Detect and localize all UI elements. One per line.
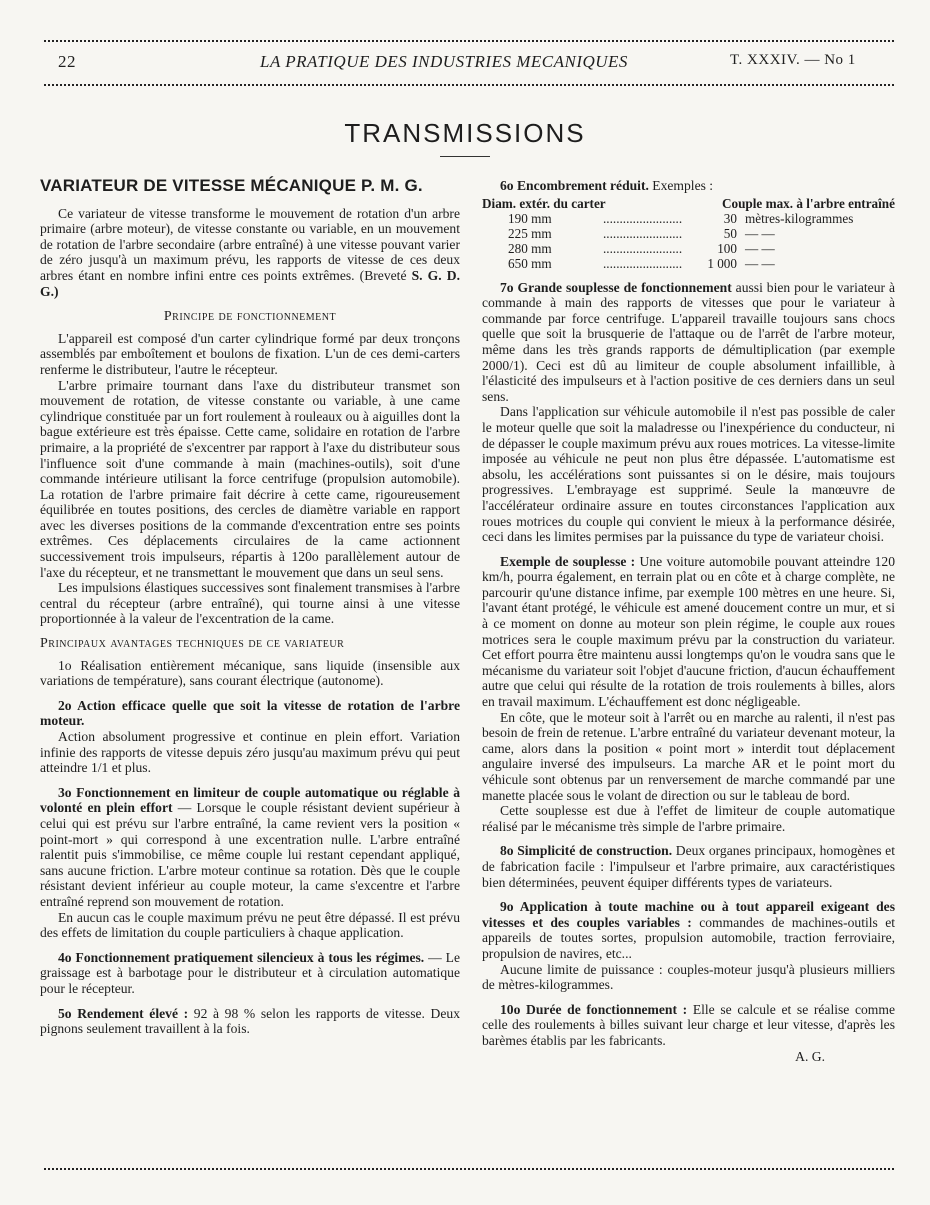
advantage-1: 1o Réalisation entièrement mécanique, sans liquide (insensible aux variations de température), sans courant électrique (autonome). bbox=[40, 657, 460, 689]
example-heading: Exemple de souplesse : bbox=[500, 553, 636, 569]
example-body: Une voiture automobile pouvant atteindre 120 km/h, pourra également, en terrain plat ou en côte et à charge complète, ne parcourir qu'une distance infime, par exemple 100 mètres en une heure. Si, l'avant étant protégé, le véhicule est amené doucement contre un mur, et si à ce moment on donne au moteur son plein régime, le couple aux roues motrices sera le couple maximum prévu par la construction du variateur. Cet effort pourra être maintenu aussi longtemps qu'on le voudra sans que le mécanisme du variateur soit l'objet d'aucune friction, d'aucun échauffement autre que celui qui résulte de la rotation de trois roulements à billes, alors en travail maximum. L'échauffement est donc négligeable. bbox=[482, 553, 895, 710]
advantage-10-body: Elle se calcule et se réalise comme celle des roulements à billes suivant leur charge et leur vitesse, d'après les barèmes établis par les fabricants. bbox=[482, 1001, 895, 1048]
section-underline bbox=[440, 156, 490, 157]
advantages-heading: Principaux avantages techniques de ce variateur bbox=[40, 636, 345, 652]
advantage-9-heading: 9o Application à toute machine ou à tout appareil exigeant des vitesses et des couples variables : bbox=[482, 899, 895, 930]
table-cell-couple: 1 000 bbox=[707, 255, 737, 271]
table-cell-unit: — — bbox=[744, 240, 775, 256]
table-cell-diam: 650 mm bbox=[508, 255, 552, 271]
advantage-6 bbox=[482, 178, 895, 194]
header-dotted-rule bbox=[44, 84, 894, 86]
table-cell-couple: 100 bbox=[717, 240, 737, 256]
intro-paragraph bbox=[40, 206, 460, 300]
table-cell-unit: mètres-kilogrammes bbox=[744, 210, 854, 226]
advantage-10 bbox=[482, 1002, 895, 1049]
table-cell-unit: — — bbox=[744, 255, 775, 271]
table-row bbox=[482, 226, 895, 241]
advantage-9-paragraph-2: Aucune limite de puissance : couples-moteur jusqu'à plusieurs milliers de mètres-kilogrammes. bbox=[482, 961, 895, 993]
example-paragraph-3: Cette souplesse est due à l'effet de limiteur de couple automatique réalisé par le mécanisme très simple de l'arbre primaire. bbox=[482, 803, 895, 834]
principle-heading: Principe de fonctionnement bbox=[163, 309, 337, 325]
advantage-8 bbox=[482, 843, 895, 890]
example-paragraph bbox=[482, 554, 895, 710]
advantage-3-paragraph-2: En aucun cas le couple maximum prévu ne peut être dépassé. Il est prévu des effets de limitation du couple particuliers à chaque application. bbox=[40, 909, 460, 941]
advantage-2-body: Action absolument progressive et continue en plein effort. Variation infinie des rapports de vitesse depuis zéro jusqu'au maximum prévu qui peut atteindre 1/1 et plus. bbox=[40, 729, 460, 776]
advantage-4-body: — Le graissage est à barbotage pour le distributeur et à circulation automatique pour le récepteur. bbox=[40, 949, 460, 996]
table-cell-unit: — — bbox=[744, 225, 775, 241]
dimensions-table bbox=[482, 196, 895, 271]
advantage-5 bbox=[40, 1006, 460, 1037]
right-column bbox=[482, 178, 895, 1064]
table-cell-couple: 50 bbox=[723, 225, 737, 241]
advantage-4-heading: 4o Fonctionnement pratiquement silencieux à tous les régimes. bbox=[58, 949, 425, 965]
table-header-diam: Diam. extér. du carter bbox=[482, 195, 606, 211]
table-row bbox=[482, 256, 895, 271]
table-header-row bbox=[482, 196, 895, 211]
advantage-2 bbox=[40, 698, 460, 729]
table-row bbox=[482, 241, 895, 256]
top-dotted-rule bbox=[44, 40, 894, 42]
table-cell-diam: 225 mm bbox=[508, 225, 552, 241]
volume-number: T. XXXIV. — No 1 bbox=[730, 52, 856, 68]
advantage-9 bbox=[482, 899, 895, 961]
advantage-10-heading: 10o Durée de fonctionnement : bbox=[500, 1001, 688, 1017]
advantage-7 bbox=[482, 280, 895, 405]
advantage-9-body: commandes de machines-outils et appareils de toutes sortes, propulsion automobile, traction ferroviaire, propulsion de navires, etc... bbox=[482, 914, 896, 961]
table-header-couple: Couple max. à l'arbre entraîné bbox=[721, 195, 895, 211]
advantage-2-heading: 2o Action efficace quelle que soit la vitesse de rotation de l'arbre moteur. bbox=[40, 697, 460, 729]
section-title: TRANSMISSIONS bbox=[344, 118, 586, 148]
advantage-7-body: aussi bien pour le variateur à commande à main des rapports de vitesses que pour le variateur à commande par force centrifuge. L'appareil travaille toujours sans chocs quelle que soit la brusquerie de l'attaque ou de l'arrêt de l'arbre moteur, même dans les très grands rapports de démultiplication (par exemple 2000/1). Ceci est dû au limiteur de couple absolument infaillible, à l'élasticité des impulseurs et à l'action positive de ces derniers dans un seul sens. bbox=[482, 279, 895, 404]
table-cell-dots: ........................ bbox=[603, 210, 683, 226]
advantage-5-body: 92 à 98 % selon les rapports de vitesse. Deux pignons seulement travaillent à la fois. bbox=[40, 1005, 460, 1037]
advantage-6-body: Exemples : bbox=[652, 178, 714, 193]
table-row bbox=[482, 211, 895, 226]
principle-paragraph-3: Les impulsions élastiques successives sont finalement transmises à l'arbre central du récepteur (arbre entraîné), qui tourne ainsi à une vitesse proportionnée à la valeur de l'excentration de la came. bbox=[40, 580, 460, 627]
table-cell-couple: 30 bbox=[723, 210, 737, 226]
patent-mark: S. G. D. G.) bbox=[40, 267, 460, 299]
advantage-6-heading: 6o Encombrement réduit. bbox=[500, 178, 649, 193]
principle-paragraph-1: L'appareil est composé d'un carter cylindrique formé par deux tronçons assemblés par emboîtement et boulons de fixation. L'un de ces demi-carters renferme le distributeur, l'autre le récepteur. bbox=[40, 330, 460, 377]
advantage-4 bbox=[40, 950, 460, 997]
advantage-7-heading: 7o Grande souplesse de fonctionnement bbox=[500, 279, 732, 295]
author-signature: A. G. bbox=[795, 1048, 825, 1064]
advantage-3 bbox=[40, 785, 460, 910]
principle-paragraph-2: L'arbre primaire tournant dans l'axe du distributeur transmet son mouvement de rotation, de vitesse constante ou variable, à une came cylindrique constituée par un fort roulement à rouleaux ou à aiguilles dont la bague extérieure est très épaisse. Cette came, solidaire en rotation de l'arbre primaire, a la propriété de s'excentrer par rapport à l'axe du distributeur sous l'influence soit d'une commande à main (machines-outils), soit d'une commande intérieure utilisant la force centrifuge (propulsion automobile). La rotation de l'arbre primaire fait décrire à cette came, rigoureusement équilibrée en toutes positions, des cercles de diamètre variable en rapport avec les diverses positions de la commande d'excentration entre ses points extrêmes. Ces déplacements circulaires de la came actionnent successivement trois impulseurs, répartis à 120o parallèlement autour de l'axe du récepteur, et ne transmettant le mouvement que dans un seul sens. bbox=[40, 377, 460, 580]
example-paragraph-2: En côte, que le moteur soit à l'arrêt ou en marche au ralenti, il n'est pas besoin de frein de retenue. L'arbre entraîné du variateur devenant moteur, la came, alors dans la position « point mort » interdit tout déplacement angulaire inversé des impulseurs. La marche AR et le point mort du véhicule sont obtenus par un renversement de marche commandé par une manette placée sous le volant de direction ou sur le tableau de bord. bbox=[482, 709, 895, 803]
advantage-5-heading: 5o Rendement élevé : bbox=[58, 1005, 189, 1021]
advantage-8-heading: 8o Simplicité de construction. bbox=[500, 843, 673, 859]
advantage-3-heading: 3o Fonctionnement en limiteur de couple automatique ou réglable à volonté en plein effort bbox=[40, 784, 460, 816]
page-number: 22 bbox=[58, 52, 76, 71]
table-cell-dots: ........................ bbox=[603, 255, 683, 271]
journal-title: LA PRATIQUE DES INDUSTRIES MECANIQUES bbox=[260, 52, 628, 71]
table-cell-diam: 190 mm bbox=[508, 210, 552, 226]
advantage-8-body: Deux organes principaux, homogènes et de fabrication facile : l'impulseur et l'arbre primaire, aux caractéristiques bien déterminées, peuvent équiper différents types de variateurs. bbox=[482, 843, 895, 890]
intro-text: Ce variateur de vitesse transforme le mouvement de rotation d'un arbre primaire (arbre moteur), de vitesse constante ou variable, en un mouvement de rotation de l'arbre secondaire (arbre entraîné) à une vitesse pouvant varier de zéro jusqu'à un maximum prévu, les rapports de vitesse de ces deux arbres étant en nombre infini entre ces points extrêmes. (Breveté bbox=[40, 205, 460, 283]
table-cell-dots: ........................ bbox=[603, 240, 683, 256]
table-cell-diam: 280 mm bbox=[508, 240, 552, 256]
table-cell-dots: ........................ bbox=[603, 225, 683, 241]
article-title: VARIATEUR DE VITESSE MÉCANIQUE P. M. G. bbox=[40, 176, 423, 195]
advantage-7-paragraph-2: Dans l'application sur véhicule automobile il n'est pas possible de caler le moteur quelle que soit la maladresse ou l'inexpérience du conducteur, ni de dépasser le couple maximum prévu aux roues motrices. La vitesse-limite imposée au véhicule ne peut non plus être dépassée. L'automatisme est absolu, les accélérations sont puissantes si on le désire, mais toujours progressives. L'embrayage est supprimé. Seule la manœuvre de l'accélérateur ordinaire assure en toutes circonstances l'application aux roues motrices du couple qui convient le mieux à la performance désirée, ceci dans les limites permises par la puissance du type de variateur choisi. bbox=[482, 404, 895, 545]
bottom-dotted-rule bbox=[44, 1168, 894, 1170]
left-column bbox=[40, 178, 460, 1037]
advantage-3-body: — Lorsque le couple résistant devient supérieur à celui qui est prévu sur l'arbre entraîné, la came revient vers la position « point-mort » qui correspond à une excentration nulle. L'arbre entraîné ralentit puis s'immobilise, ce même couple lui restant cependant appliqué, sans aucune friction. L'arbre moteur continue sa rotation. Dès que le couple résistant devient inférieur au couple moteur, la came s'excentre et l'arbre entraîné reprend son mouvement de rotation. bbox=[40, 800, 460, 909]
